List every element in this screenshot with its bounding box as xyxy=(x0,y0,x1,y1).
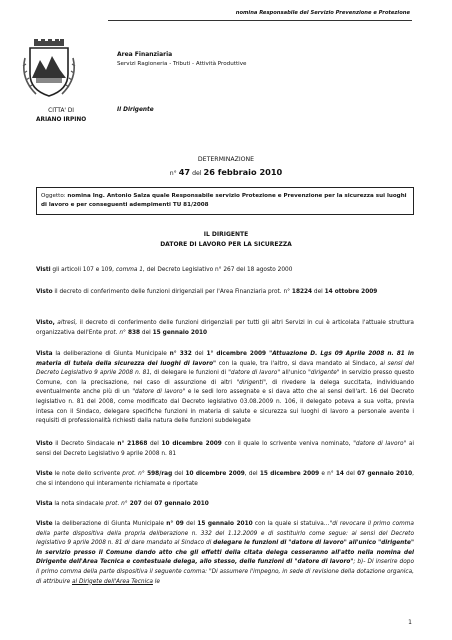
p8-text-3: con la quale si statuiva… xyxy=(252,521,330,527)
area-title: Area Finanziaria xyxy=(117,51,173,58)
p4-text-7: all'unico xyxy=(279,370,309,377)
p4-text-8: "dirigente" xyxy=(308,370,340,377)
p3-text-2: del xyxy=(140,329,153,336)
p5-text-5: ai sensi del Decreto Legislativo 9 aprile 2008 n. 81 xyxy=(36,441,414,457)
p8-quote-5: le xyxy=(152,578,160,585)
p7-lead: Vista xyxy=(36,501,53,507)
p4-lead: Vista xyxy=(36,351,53,357)
heading-datore: DATORE DI LAVORO PER LA SICUREZZA xyxy=(160,241,292,248)
p1-text-3: del Decreto Legislativo n° 267 del 18 agosto 2000 xyxy=(144,267,293,273)
p8-quote-3: ; b)- Di inserire dopo il primo comma della parte dispositiva il seguente comma: "Di assumere l'impegno, in sede di revisione della dotazione organica, di attribuire xyxy=(36,559,415,585)
p1-text-1: gli articoli 107 e 109, xyxy=(50,267,116,273)
p5-date: 10 dicembre 2009 xyxy=(161,441,222,447)
p6-date-3: 07 gennaio 2010 xyxy=(357,471,413,477)
p2-text-1: il decreto di conferimento delle funzioni dirigenziali per l'Area Finanziaria prot. n° xyxy=(52,289,292,295)
p6-text-3: , del xyxy=(244,471,260,477)
heading-dirigente: IL DIRIGENTE xyxy=(203,231,249,238)
municipal-crest-icon xyxy=(22,38,76,100)
p5-text-4: "datore di lavoro" xyxy=(353,441,407,447)
p7-prot: prot. n° xyxy=(105,501,128,507)
p4-number: n° 332 xyxy=(169,351,192,357)
number-prefix: n° xyxy=(169,170,177,177)
city-line-1: CITTA' DI xyxy=(48,108,75,114)
p8-quote-2: delegare le funzioni di "datore di lavoro" all'unico "dirigente" in servizio presso il Comune dando atto che gli effetti della citata delega cesseranno all'atto nella nomina del Dirigente dell'Area Tecnica e contestuale delega, allo stesso, delle funzioni di "datore di lavoro" xyxy=(36,540,415,566)
issuer-role: Il Dirigente xyxy=(117,107,154,113)
paragraph-viste-delibera-09 xyxy=(36,520,414,587)
p4-text-1: la deliberazione di Giunta Municipale xyxy=(52,351,170,357)
p5-text-1: il Decreto Sindacale xyxy=(52,441,118,447)
city-line-2: ARIANO IRPINO xyxy=(36,117,87,123)
p8-number: n° 09 xyxy=(166,521,184,527)
p6-text-4: e n° xyxy=(319,471,336,477)
p4-text-12: "datore di lavoro" xyxy=(132,389,186,396)
p6-text-2: del xyxy=(172,471,186,477)
p3-prot: prot. n° xyxy=(103,329,126,336)
p3-altresi: altresì, xyxy=(54,320,78,326)
paragraph-viste-note xyxy=(36,470,414,489)
date-connector: del xyxy=(192,170,202,177)
p3-lead: Visto, xyxy=(36,320,55,326)
p6-text-1: le note dello scrivente xyxy=(52,471,123,477)
p2-text-2: del xyxy=(312,289,325,295)
p4-date: 1° dicembre 2009 xyxy=(206,351,267,357)
p1-lead: Visti xyxy=(36,267,51,273)
p6-number: 14 xyxy=(335,471,344,477)
p4-text-13: e le sedi loro assegnate e si dava atto che ai sensi dell'art. 16 del Decreto legislativo n. 81 del 2008, come modificato dal Decreto legislativo 03.08.2009 n. 106, il delegato poteva a sua volta, previa intesa con il Sindaco, delegare specifiche funzioni in materia di salute e sicurezza sui luoghi di lavoro a personale avente i requisiti di professionalità richiesti dalla natura delle funzioni subdelegate xyxy=(36,389,414,425)
p6-date-1: 10 dicembre 2009 xyxy=(185,471,245,477)
page-number: 1 xyxy=(408,619,412,626)
p4-text-2: del xyxy=(191,351,207,357)
document-number: 47 xyxy=(178,167,191,177)
p7-text-1: la nota sindacale xyxy=(52,501,106,507)
p6-prot: prot. n° xyxy=(122,471,145,477)
p2-lead: Visto xyxy=(36,289,53,295)
p5-text-2: del xyxy=(147,441,162,447)
p5-number: n° 21868 xyxy=(117,441,148,447)
p8-date: 15 gennaio 2010 xyxy=(197,521,253,527)
p7-text-2: del xyxy=(141,501,155,507)
area-services: Servizi Ragioneria - Tributi - Attività Produttive xyxy=(117,61,247,67)
p8-quote-1: "di revocare il primo comma della parte dispositiva della propria deliberazione n. 332 del 1.12.2009 e di sostituirlo come segue: ai sensi del Decreto legislativo 9 aprile 2008 n. 81 di dare mandato al Sindaco di xyxy=(36,521,414,547)
p3-date: 15 gennaio 2010 xyxy=(152,329,208,336)
p6-text-6: , che si intendono qui interamente richiamate e riportate xyxy=(36,471,415,487)
document-date: 26 febbraio 2010 xyxy=(203,167,283,177)
p4-text-10: "dirigenti", xyxy=(236,379,268,386)
p7-date: 07 gennaio 2010 xyxy=(154,501,209,507)
p8-lead: Viste xyxy=(36,521,53,527)
p5-text-3: con il quale lo scrivente veniva nominato, xyxy=(221,441,354,447)
p4-text-6: "datore di lavoro" xyxy=(228,370,280,377)
subject-text: nomina Ing. Antonio Salza quale Responsabile servizio Protezione e Prevenzione per la sicurezza sui luoghi di lavoro e per conseguenti adempimenti TU 81/2008 xyxy=(41,193,407,208)
p6-protocol: 598/rag xyxy=(144,471,173,477)
p3-protocol: 838 xyxy=(125,329,141,336)
paragraph-visto-decreto-area xyxy=(36,288,414,298)
p3-text-1: il decreto di conferimento delle funzioni dirigenziali per tutti gli altri Servizi in cui è articolata l'attuale struttura organizzativa dell'Ente xyxy=(36,320,414,336)
p8-text-1: la deliberazione di Giunta Municipale xyxy=(52,521,167,527)
p2-protocol: 18224 xyxy=(291,289,313,295)
document-type: DETERMINAZIONE xyxy=(197,156,255,163)
p4-text-11: di rivedere la delega succitata, individuando eventualmente anche più di un xyxy=(36,379,414,396)
document-number-line xyxy=(0,167,452,177)
p4-text-3: con la quale, tra l'altro, si dava mandato al Sindaco, xyxy=(216,360,380,367)
city-name xyxy=(36,107,86,125)
paragraph-vista-nota-sindacale xyxy=(36,500,414,510)
header-document-subject: nomina Responsabile del Servizio Prevenzione e Protezione xyxy=(235,10,410,16)
p8-quote-4: al Dirigete dell'Area Tecnica xyxy=(71,578,153,585)
p6-lead: Viste xyxy=(36,471,53,477)
p6-text-5: del xyxy=(343,471,358,477)
p1-text-2: comma 1, xyxy=(115,267,145,273)
p4-text-9: in servizio presso questo Comune, con la precisazione, nel caso di assunzione di altri xyxy=(36,370,414,386)
p4-text-5: di delegare le funzioni di xyxy=(151,370,229,377)
paragraph-visti-articoli xyxy=(36,266,414,276)
paragraph-visto-altresi xyxy=(36,319,414,338)
p8-text-2: del xyxy=(183,521,198,527)
header-rule xyxy=(108,20,412,21)
p4-title: "Attuazione D. Lgs 09 Aprile 2008 n. 81 in materia di tutela della sicurezza dei luoghi di lavoro" xyxy=(36,351,414,367)
p7-protocol: 207 xyxy=(127,501,142,507)
paragraph-vista-delibera-332 xyxy=(36,350,414,427)
subject-label: Oggetto: xyxy=(41,193,66,199)
subject-box xyxy=(36,187,414,215)
p2-date: 14 ottobre 2009 xyxy=(324,289,378,295)
p6-date-2: 15 dicembre 2009 xyxy=(259,471,320,477)
paragraph-visto-decreto-sindacale xyxy=(36,440,414,459)
p4-text-4: ai sensi del Decreto Legislativo 9 aprile 2008 n. 81, xyxy=(36,360,415,377)
p5-lead: Visto xyxy=(36,441,53,447)
